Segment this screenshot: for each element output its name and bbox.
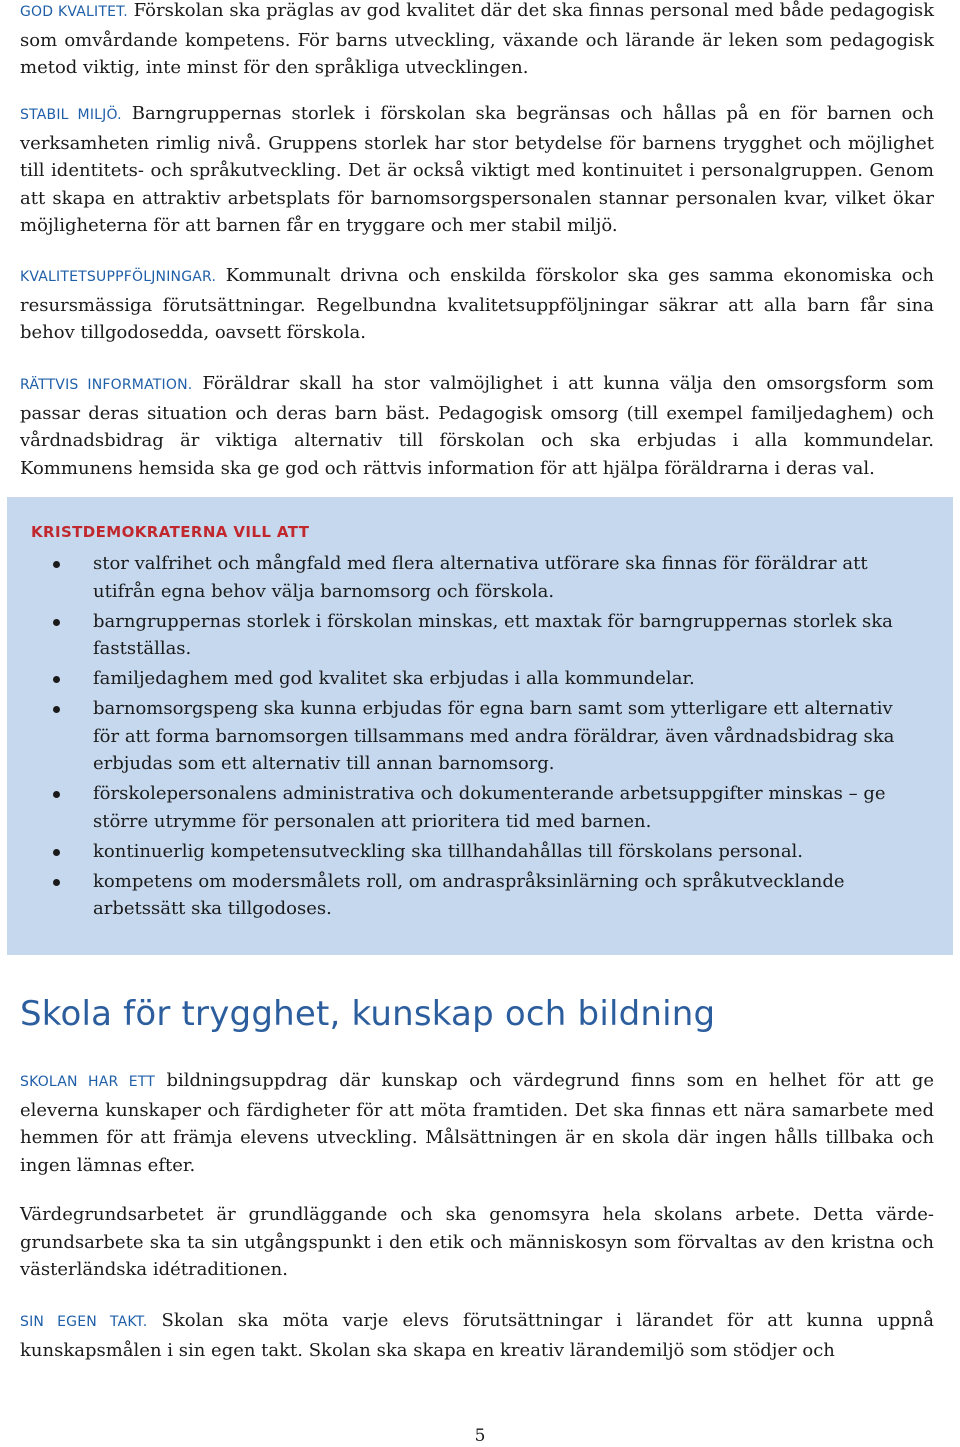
list-item-text: stor valfrihet och mångfald med flera alternativa utförare ska finnas för föräldrar att utifrån egna behov välja barnomsorg och förskola.: [93, 553, 868, 602]
paragraph-text: Förskolan ska präglas av god kvalitet där det ska finnas personal med både pedagogisk som omvårdande kompetens. För barns utveckling, växande och lärande är leken som pedagogisk metod viktig, inte minst för den språkliga utvecklingen.: [20, 0, 934, 78]
paragraph-lead: RÄTTVIS INFORMATION.: [20, 377, 193, 393]
list-item-text: barngruppernas storlek i förskolan minskas, ett maxtak för barngruppernas storlek ska fastställas.: [93, 610, 893, 659]
paragraph-text: Skolan ska möta varje elevs förutsättningar i lärandet för att kunna uppnå kunskapsmålen i sin egen takt. Skolan ska skapa en kreativ lärandemiljö som stödjer och: [20, 1310, 934, 1361]
list-item: [7, 550, 953, 605]
bullet-icon: [53, 706, 60, 713]
page-number: 5: [474, 1426, 486, 1446]
paragraph-rattvis-information: [20, 370, 934, 482]
bullet-icon: [53, 676, 60, 683]
paragraph-text: Värdegrundsarbetet är grundläggande och ska genomsyra hela skolans arbete. Detta värde-grundsarbete ska ta sin utgångspunkt i den etik och människosyn som förvaltas av den kristna och västerländska idétraditionen.: [20, 1204, 934, 1280]
paragraph-text: Föräldrar skall ha stor valmöjlighet i att kunna välja den omsorgsform som passar deras situation och deras barn bäst. Pedagogisk omsorg (till exempel familjedaghem) och vårdnadsbidrag är viktiga alternativ till förskolan och ska erbjudas i alla kommundelar. Kommunens hemsida ska ge god och rättvis information för att hjälpa föräldrarna i deras val.: [20, 373, 935, 479]
list-item: [7, 608, 953, 663]
paragraph-vardegrund: [20, 1201, 934, 1284]
paragraph-stabil-miljo: [20, 100, 934, 240]
paragraph-lead: SKOLAN HAR ETT: [20, 1074, 156, 1090]
list-item: [7, 838, 953, 866]
bullet-icon: [53, 561, 60, 568]
paragraph-lead: GOD KVALITET.: [20, 4, 128, 20]
paragraph-god-kvalitet: [20, 0, 934, 82]
bullet-icon: [53, 791, 60, 798]
policy-box: [7, 497, 953, 955]
policy-list: [7, 550, 953, 925]
section-title: Skola för trygghet, kunskap och bildning: [20, 994, 716, 1034]
bullet-icon: [53, 879, 60, 886]
paragraph-text: Kommunalt drivna och enskilda förskolor ska ges samma ekonomiska och resursmässiga förutsättningar. Regelbundna kvalitetsuppföljningar säkrar att alla barn får sina behov tillgodosedda, oavsett förskola.: [20, 265, 934, 343]
paragraph-text: bildningsuppdrag där kunskap och värdegrund finns som en helhet för att ge eleverna kunskaper och färdigheter för att möta framtiden. Det ska finnas ett nära samarbete med hemmen för att främja elevens utveckling. Målsättningen är en skola där ingen hålls tillbaka och ingen lämnas efter.: [20, 1070, 934, 1176]
list-item: [7, 665, 953, 693]
paragraph-skolan-har-ett: [20, 1067, 934, 1179]
list-item: [7, 780, 953, 835]
policy-box-heading: KRISTDEMOKRATERNA VILL ATT: [31, 523, 310, 541]
list-item-text: familjedaghem med god kvalitet ska erbjudas i alla kommundelar.: [93, 668, 695, 689]
paragraph-lead: STABIL MILJÖ.: [20, 107, 122, 123]
paragraph-lead: SIN EGEN TAKT.: [20, 1314, 148, 1330]
paragraph-sin-egen-takt: [20, 1307, 934, 1364]
list-item: [7, 868, 953, 923]
list-item: [7, 695, 953, 778]
paragraph-lead: KVALITETSUPPFÖLJNINGAR.: [20, 269, 217, 285]
bullet-icon: [53, 849, 60, 856]
bullet-icon: [53, 619, 60, 626]
list-item-text: förskolepersonalens administrativa och dokumenterande arbetsuppgifter minskas – ge större utrymme för personalen att prioritera tid med barnen.: [93, 783, 886, 832]
list-item-text: kontinuerlig kompetensutveckling ska tillhandahållas till förskolans personal.: [93, 840, 804, 862]
paragraph-text: Barngruppernas storlek i förskolan ska begränsas och hållas på en för barnen och verksamheten rimlig nivå. Gruppens storlek har stor betydelse för barnens trygghet och möjlighet till identitets- och språkutveckling. Det är också viktigt med kontinuitet i personalgruppen. Genom att skapa en attraktiv arbetsplats för barnomsorgspersonalen stannar personalen kvar, vilket ökar möjligheterna för att barnen får en tryggare och mer stabil miljö.: [20, 103, 934, 236]
list-item-text: barnomsorgspeng ska kunna erbjudas för egna barn samt som ytterligare ett alternativ för att forma barnomsorgen tillsammans med andra föräldrar, även vårdnadsbidrag ska erbjudas som ett alternativ till annan barnomsorg.: [93, 698, 895, 774]
list-item-text: kompetens om modersmålets roll, om andraspråksinlärning och språkutvecklande arbetssätt ska tillgodoses.: [93, 870, 845, 919]
paragraph-kvalitetsuppfoljningar: [20, 262, 934, 347]
